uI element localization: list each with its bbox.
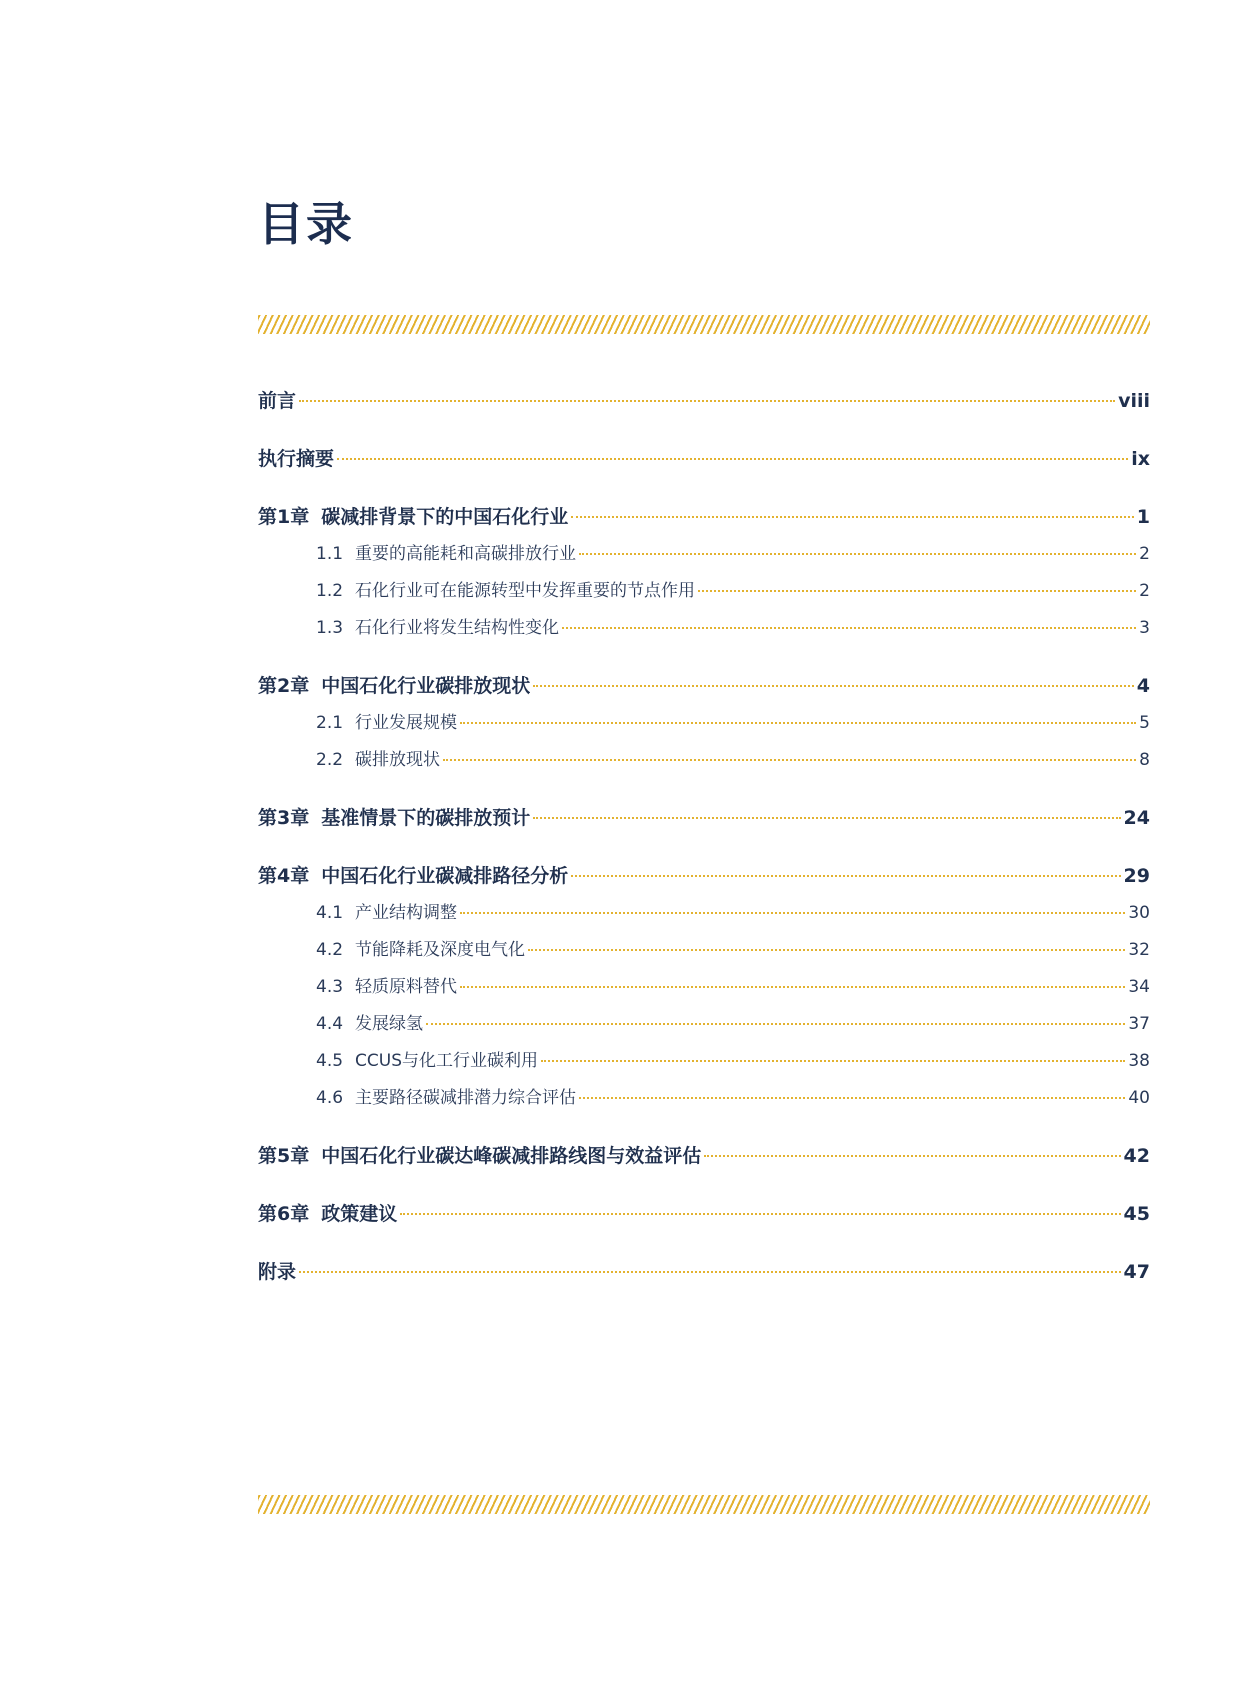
dot-leader <box>571 515 1134 518</box>
dot-leader <box>579 1096 1125 1099</box>
toc-entry-chapter-4[interactable] <box>258 864 1150 888</box>
toc-entry-title: 石化行业将发生结构性变化 <box>355 618 560 638</box>
toc-entry-title: 产业结构调整 <box>355 903 458 923</box>
dot-leader <box>528 948 1125 951</box>
toc-entry-number: 2.1 <box>316 713 344 733</box>
toc-entry-page: 42 <box>1123 1145 1150 1167</box>
toc-entry-number: 4.6 <box>316 1088 344 1108</box>
toc-entry-title: 中国石化行业碳排放现状 <box>321 675 531 697</box>
toc-entry-section-4-2[interactable] <box>258 938 1150 962</box>
toc-entry-number: 4.1 <box>316 903 344 923</box>
toc-entry-number: 第2章 <box>258 675 310 697</box>
toc-entry-page: 4 <box>1136 675 1150 697</box>
dot-leader <box>704 1154 1120 1157</box>
toc-entry-page: 1 <box>1136 506 1150 528</box>
toc-entry-number: 1.2 <box>316 581 344 601</box>
toc-entry-page: 40 <box>1128 1088 1150 1108</box>
toc-entry-number: 4.5 <box>316 1051 344 1071</box>
toc-entry-page: 47 <box>1123 1261 1150 1283</box>
toc-entry-title: 轻质原料替代 <box>355 977 458 997</box>
toc-entry-title: 基准情景下的碳排放预计 <box>321 807 531 829</box>
toc-entry-section-2-1[interactable] <box>258 711 1150 735</box>
dot-leader <box>571 874 1120 877</box>
toc-entry-title: 政策建议 <box>321 1203 398 1225</box>
toc-entry-page: 24 <box>1123 807 1150 829</box>
toc-entry-number: 1.1 <box>316 544 344 564</box>
toc-entry-section-4-1[interactable] <box>258 901 1150 925</box>
toc-entry-executive-summary[interactable] <box>258 447 1150 471</box>
toc-entry-section-4-4[interactable] <box>258 1012 1150 1036</box>
dot-leader <box>299 399 1115 402</box>
toc-entry-number: 4.4 <box>316 1014 344 1034</box>
toc-entry-preface[interactable] <box>258 389 1150 413</box>
toc-entry-number: 第1章 <box>258 506 310 528</box>
dot-leader <box>460 721 1136 724</box>
toc-entry-title: 碳排放现状 <box>355 750 441 770</box>
toc-entry-page: 8 <box>1139 750 1150 770</box>
toc-entry-chapter-3[interactable] <box>258 806 1150 830</box>
dot-leader <box>426 1022 1125 1025</box>
toc-entry-title: 执行摘要 <box>258 448 335 470</box>
toc-entry-page: 34 <box>1128 977 1150 997</box>
toc-entry-section-4-3[interactable] <box>258 975 1150 999</box>
toc-entry-title: 发展绿氢 <box>355 1014 424 1034</box>
toc-entry-chapter-1[interactable] <box>258 505 1150 529</box>
toc-entry-section-1-3[interactable] <box>258 616 1150 640</box>
dot-leader <box>460 911 1125 914</box>
toc-entry-page: 45 <box>1123 1203 1150 1225</box>
dot-leader <box>299 1270 1121 1273</box>
toc-entry-page: 2 <box>1139 544 1150 564</box>
dot-leader <box>541 1059 1125 1062</box>
toc-entry-page: viii <box>1118 390 1150 412</box>
toc-entry-chapter-5[interactable] <box>258 1144 1150 1168</box>
toc-entry-section-2-2[interactable] <box>258 748 1150 772</box>
dot-leader <box>460 985 1125 988</box>
dot-leader <box>533 816 1120 819</box>
toc-entry-title: 附录 <box>258 1261 297 1283</box>
dot-leader <box>562 626 1136 629</box>
toc-entry-appendix[interactable] <box>258 1260 1150 1284</box>
toc-entry-number: 4.3 <box>316 977 344 997</box>
toc-entry-page: 5 <box>1139 713 1150 733</box>
toc-entry-page: 32 <box>1128 940 1150 960</box>
decorative-hatch-divider-top <box>258 315 1150 334</box>
dot-leader <box>579 552 1136 555</box>
toc-entry-title: 中国石化行业碳达峰碳减排路线图与效益评估 <box>321 1145 702 1167</box>
toc-entry-section-1-1[interactable] <box>258 542 1150 566</box>
toc-entry-page: ix <box>1131 448 1150 470</box>
toc-entry-title: 中国石化行业碳减排路径分析 <box>321 865 569 887</box>
toc-entry-section-4-5[interactable] <box>258 1049 1150 1073</box>
toc-entry-section-1-2[interactable] <box>258 579 1150 603</box>
toc-entry-title: 主要路径碳减排潜力综合评估 <box>355 1088 577 1108</box>
dot-leader <box>533 684 1134 687</box>
toc-entry-title: 前言 <box>258 390 297 412</box>
toc-entry-page: 38 <box>1128 1051 1150 1071</box>
toc-entry-title: CCUS与化工行业碳利用 <box>355 1051 539 1071</box>
toc-entry-title: 节能降耗及深度电气化 <box>355 940 526 960</box>
toc-entry-page: 30 <box>1128 903 1150 923</box>
dot-leader <box>698 589 1136 592</box>
decorative-hatch-divider-bottom <box>258 1495 1150 1514</box>
toc-entry-chapter-2[interactable] <box>258 674 1150 698</box>
toc-entry-section-4-6[interactable] <box>258 1086 1150 1110</box>
toc-entry-page: 3 <box>1139 618 1150 638</box>
toc-entry-title: 碳减排背景下的中国石化行业 <box>321 506 569 528</box>
toc-entry-number: 1.3 <box>316 618 344 638</box>
page-title: 目录 <box>258 197 354 251</box>
toc-entry-chapter-6[interactable] <box>258 1202 1150 1226</box>
toc-entry-number: 第5章 <box>258 1145 310 1167</box>
toc-entry-title: 石化行业可在能源转型中发挥重要的节点作用 <box>355 581 696 601</box>
toc-entry-number: 4.2 <box>316 940 344 960</box>
toc-entry-number: 2.2 <box>316 750 344 770</box>
toc-entry-number: 第6章 <box>258 1203 310 1225</box>
toc-entry-number: 第3章 <box>258 807 310 829</box>
toc-entry-number: 第4章 <box>258 865 310 887</box>
toc-entry-page: 37 <box>1128 1014 1150 1034</box>
toc-entry-title: 行业发展规模 <box>355 713 458 733</box>
toc-entry-page: 2 <box>1139 581 1150 601</box>
toc-entry-title: 重要的高能耗和高碳排放行业 <box>355 544 577 564</box>
toc-entry-page: 29 <box>1123 865 1150 887</box>
dot-leader <box>443 758 1136 761</box>
dot-leader <box>337 457 1128 460</box>
dot-leader <box>400 1212 1120 1215</box>
